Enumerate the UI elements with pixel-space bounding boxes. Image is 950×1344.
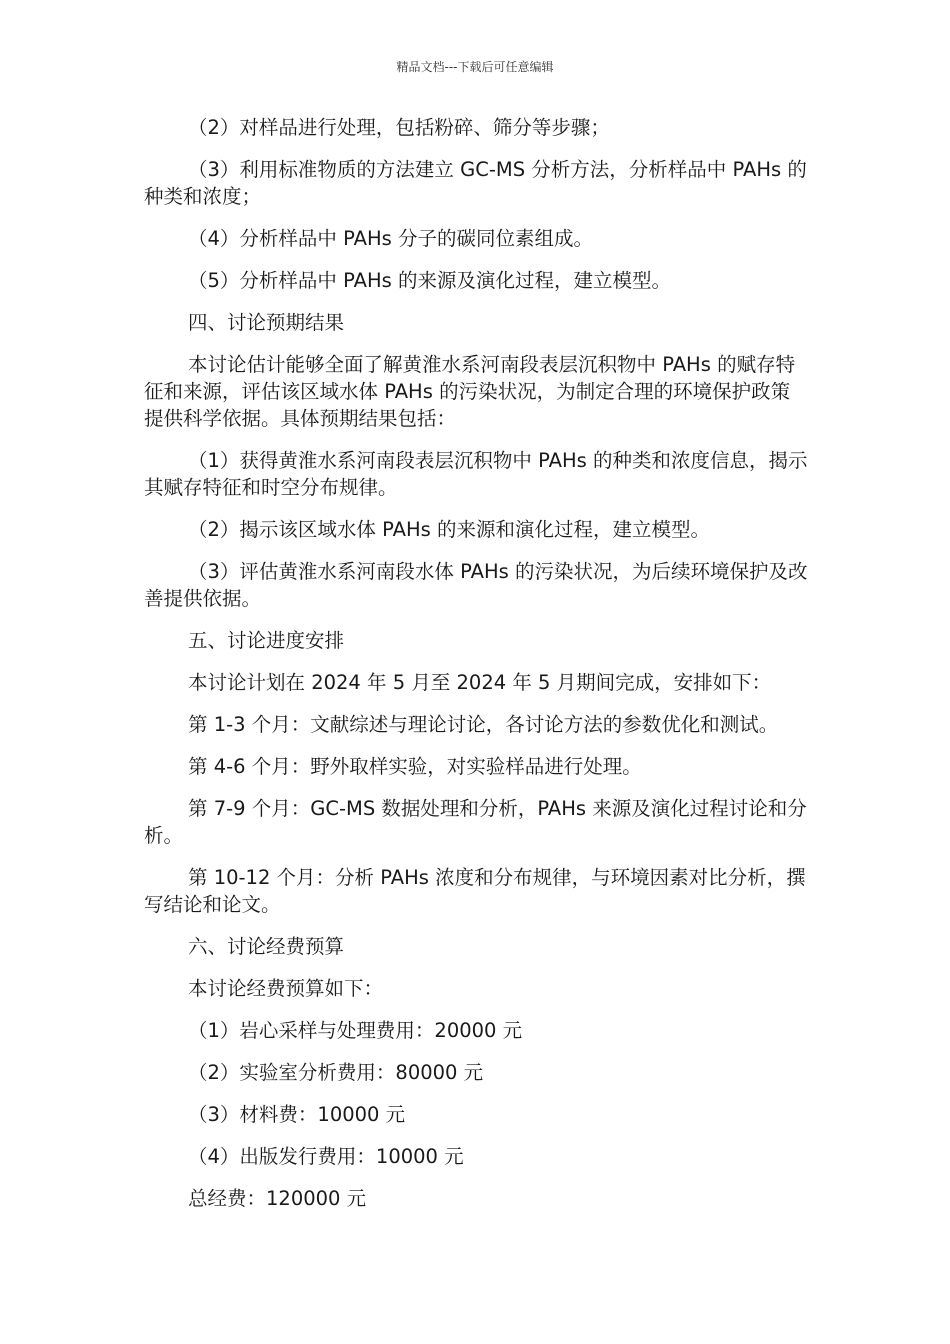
paragraph-schedule-intro: 本讨论计划在 2024 年 5 月至 2024 年 5 月期间完成，安排如下： — [188, 671, 772, 694]
paragraph-schedule-months-4-6: 第 4-6 个月：野外取样实验，对实验样品进行处理。 — [188, 755, 642, 778]
paragraph-budget-intro: 本讨论经费预算如下： — [188, 977, 384, 1000]
paragraph-budget-total: 总经费：120000 元 — [188, 1187, 367, 1210]
paragraph-expected-results-intro: 本讨论估计能够全面了解黄淮水系河南段表层沉积物中 PAHs 的赋存特征和来源，评估该区域水体 PAHs 的污染状况，为制定合理的环境保护政策提供科学依据。具体预期结果包括： — [144, 353, 796, 430]
paragraph-budget-item-4: （4）出版发行费用：10000 元 — [188, 1145, 464, 1168]
paragraph-schedule-months-10-12: 第 10-12 个月：分析 PAHs 浓度和分布规律，与环境因素对比分析，撰写结论和论文。 — [144, 866, 806, 916]
section-heading-schedule: 五、讨论进度安排 — [188, 629, 345, 652]
paragraph-schedule-months-7-9: 第 7-9 个月：GC-MS 数据处理和分析，PAHs 来源及演化过程讨论和分析。 — [144, 797, 807, 847]
section-heading-expected-results: 四、讨论预期结果 — [188, 311, 345, 334]
paragraph-result-1: （1）获得黄淮水系河南段表层沉积物中 PAHs 的种类和浓度信息，揭示其赋存特征和时空分布规律。 — [144, 449, 808, 499]
paragraph-step-4: （4）分析样品中 PAHs 分子的碳同位素组成。 — [188, 227, 593, 250]
paragraph-step-3: （3）利用标准物质的方法建立 GC-MS 分析方法，分析样品中 PAHs 的种类和浓度； — [144, 158, 807, 208]
paragraph-step-2: （2）对样品进行处理，包括粉碎、筛分等步骤； — [188, 116, 610, 139]
paragraph-result-2: （2）揭示该区域水体 PAHs 的来源和演化过程，建立模型。 — [188, 518, 710, 541]
document-body — [144, 114, 809, 1227]
paragraph-budget-item-2: （2）实验室分析费用：80000 元 — [188, 1061, 484, 1084]
paragraph-schedule-months-1-3: 第 1-3 个月：文献综述与理论讨论，各讨论方法的参数优化和测试。 — [188, 713, 779, 736]
paragraph-result-3: （3）评估黄淮水系河南段水体 PAHs 的污染状况，为后续环境保护及改善提供依据。 — [144, 560, 808, 610]
paragraph-step-5: （5）分析样品中 PAHs 的来源及演化过程，建立模型。 — [188, 269, 671, 292]
page-header: 精品文档---下载后可任意编辑 — [396, 60, 554, 74]
paragraph-budget-item-1: （1）岩心采样与处理费用：20000 元 — [188, 1019, 523, 1042]
section-heading-budget: 六、讨论经费预算 — [188, 935, 345, 958]
paragraph-budget-item-3: （3）材料费：10000 元 — [188, 1103, 406, 1126]
